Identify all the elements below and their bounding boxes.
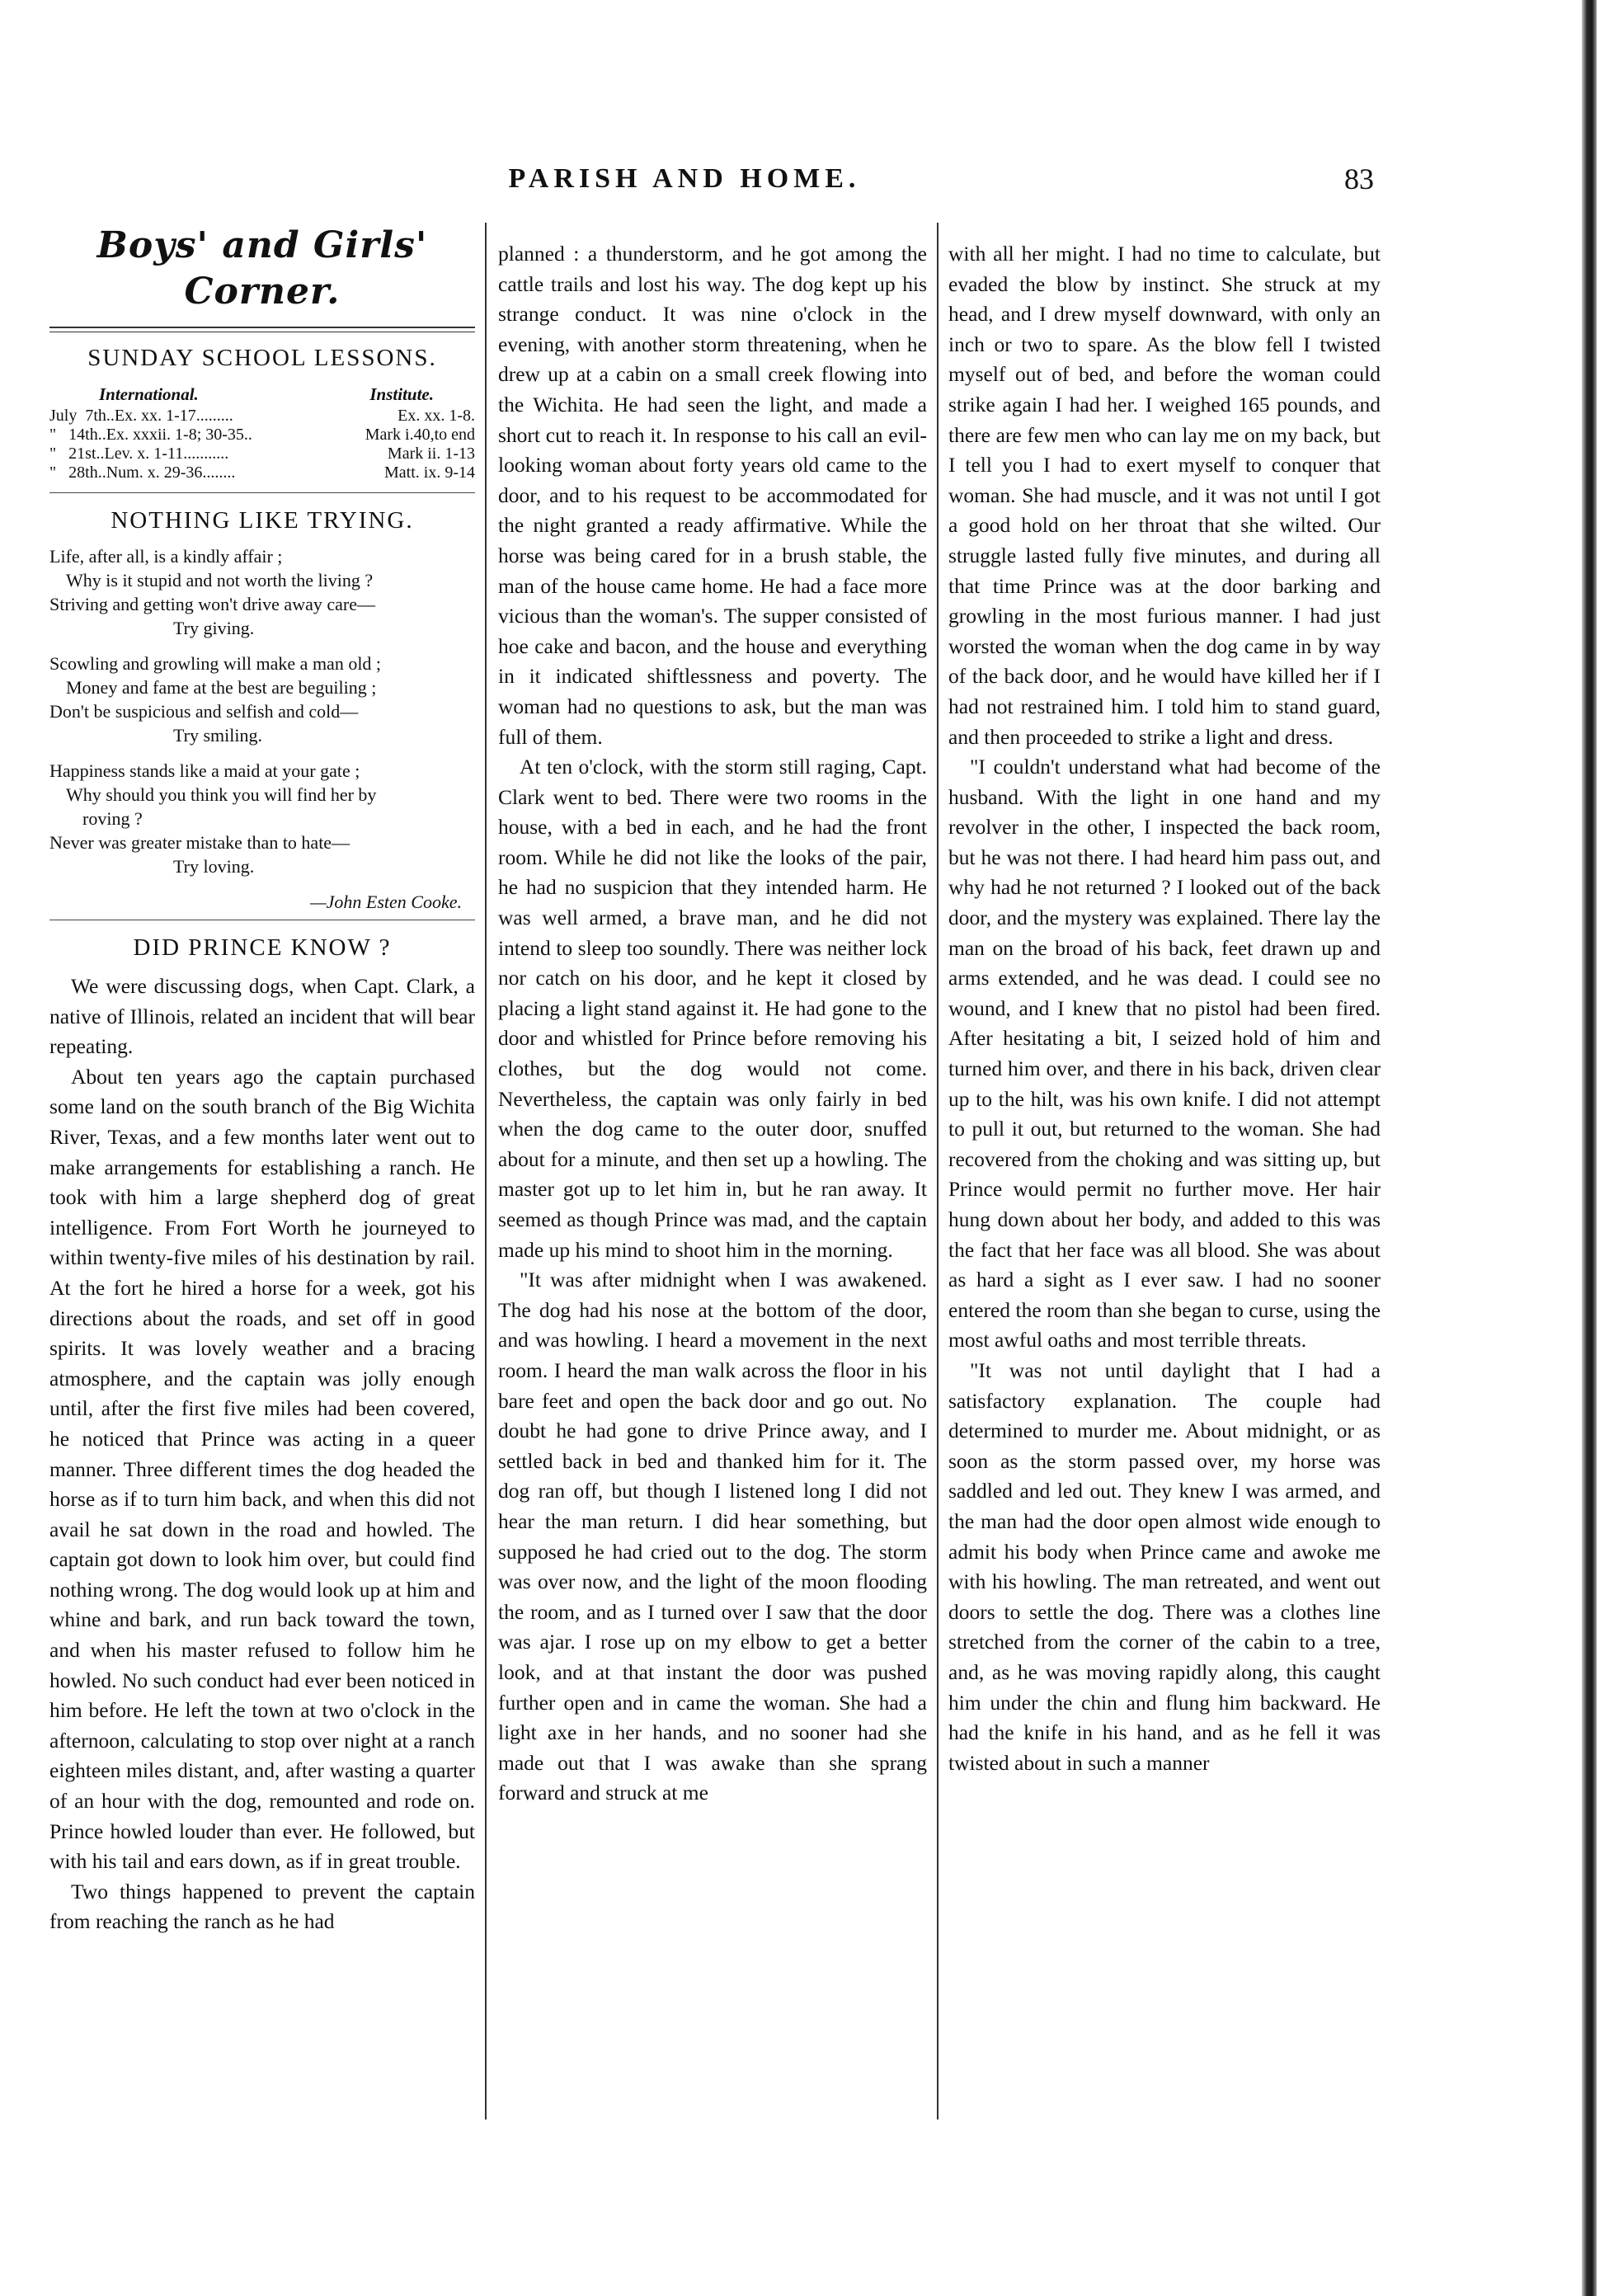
running-header: PARISH AND HOME. <box>508 163 861 194</box>
story-paragraph: "It was not until daylight that I had a satisfactory explanation. The couple had determined to murder me. About midnight, or as soon as the storm passed over, my horse was saddled and led out. They knew I was armed, and the man had the door open almost wide enough to admit his body when Prince came and awoke me with his howling. The man retreated, and went out doors to settle the dog. There was a clothes line stretched from the corner of the cabin to a tree, and, as he was moving rapidly along, this caught him under the chin and flung him backward. He had the knife in his hand, and as he fell it was twisted about in such a manner <box>948 1357 1381 1775</box>
story-paragraph: with all her might. I had no time to calculate, but evaded the blow by instinct. She struck at my head, and I drew myself downward, with only an inch or two to spare. As the blow fell I twisted myself out of bed, and before the woman could strike again I had her. I weighed 165 pounds, and there are few men who can lay me on my back, but I tell you I had to exert myself to conquer that woman. She had muscle, and it was not until I got a good hold on her throat that she wilted. Our struggle lasted fully five minutes, and during all that time Prince was at the door barking and growling in the most furious manner. I had just worsted the woman when the dog came in by way of the back door, and he would have killed her if I had not restrained him. I told him to stand guard, and then proceeded to strike a light and dress. <box>948 242 1381 749</box>
page-edge-shadow <box>1582 0 1597 2296</box>
poem-line: roving ? <box>82 808 143 829</box>
poem-line: Why should you think you will find her by <box>66 784 377 805</box>
poem-author: —John Esten Cooke. <box>310 892 462 912</box>
lessons-heading: SUNDAY SCHOOL LESSONS. <box>87 345 437 371</box>
story-paragraph: At ten o'clock, with the storm still raging, Capt. Clark went to bed. There were two rooms in the house, with a bed in each, and he had the front room. While he did not like the looks of the pair, he had no suspicion that they intended harm. He was well armed, a brave man, and he did not intend to sleep too soundly. There was neither lock nor catch on his door, and he kept it closed by placing a light stand against it. He had gone to the door and whistled for Prince before removing his clothes, but the dog would not come. Nevertheless, the captain was only fairly in bed when the dog came to the outer door, snuffed about for a minute, and then set up a howling. The master got up to let him in, but he ran away. It seemed as though Prince was mad, and the captain made up his mind to shoot him in the morning. <box>498 755 927 1262</box>
poem-line: Try giving. <box>173 618 255 638</box>
lesson-institute: Matt. ix. 9-14 <box>384 463 475 482</box>
poem-line: Money and fame at the best are beguiling ; <box>66 677 377 698</box>
poem-line: Why is it stupid and not worth the living ? <box>66 570 374 590</box>
column-1 <box>49 223 475 1937</box>
lessons-column-headers <box>49 382 475 407</box>
poem-line: Don't be suspicious and selfish and cold— <box>49 701 359 722</box>
poem-line: Never was greater mistake than to hate— <box>49 832 350 853</box>
lesson-row <box>49 445 475 463</box>
story-title: DID PRINCE KNOW ? <box>133 934 392 961</box>
lesson-international: " 28th..Num. x. 29-36........ <box>49 463 236 482</box>
poem-line: Life, after all, is a kindly affair ; <box>49 546 283 567</box>
poem-line: Try smiling. <box>173 725 263 746</box>
poem-stanza <box>49 544 475 640</box>
lessons-col-institute: Institute. <box>369 384 434 404</box>
lesson-row <box>49 407 475 426</box>
lesson-row <box>49 426 475 445</box>
story-paragraph: planned : a thunderstorm, and he got among the cattle trails and lost his way. The dog kept up his strange conduct. It was nine o'clock in the evening, with another storm threatening, when he drew up at a cabin on a small creek flowing into the Wichita. He had seen the light, and made a short cut to reach it. In response to his call an evil-looking woman about forty years old came to the door, and to his request to be accommodated for the night granted a ready affirmative. While the horse was being cared for in a brush stable, the man of the house came home. He had a face more vicious than the woman's. The supper consisted of hoe cake and bacon, and the house and everything in it indicated shiftlessness and poverty. The woman had no questions to ask, but the man was full of them. <box>498 242 927 749</box>
story-paragraph: "It was after midnight when I was awakened. The dog had his nose at the bottom of the door, and was howling. I heard a movement in the next room. I heard the man walk across the floor in his bare feet and open the back door and go out. No doubt he had gone to drive Prince away, and I settled back in bed and thanked him for it. The dog ran off, but though I listened long I did not hear the man return. I did hear something, but supposed he had cried out to the dog. The storm was over now, and the light of the moon flooding the room, and as I turned over I saw that the door was ajar. I rose up on my elbow to get a better look, and at that instant the door was pushed further open and in came the woman. She had a light axe in her hands, and no sooner had she made out that I was awake than she sprang forward and struck at me <box>498 1268 927 1805</box>
poem-line: Striving and getting won't drive away care— <box>49 594 375 614</box>
column-divider-2 <box>937 223 939 2120</box>
lesson-international: " 21st..Lev. x. 1-11........... <box>49 445 229 463</box>
story-paragraph: We were discussing dogs, when Capt. Clark, a native of Illinois, related an incident that will bear repeating. <box>49 974 475 1059</box>
story-paragraph: About ten years ago the captain purchased some land on the south branch of the Big Wichita River, Texas, and a few months later went out to make arrangements for establishing a ranch. He took with him a large shepherd dog of great intelligence. From Fort Worth he journeyed to within twenty-five miles of his destination by rail. At the fort he hired a horse for a week, got his directions about the roads, and set off in good spirits. It was lovely weather and a bracing atmosphere, and the captain was jolly enough until, after the first five miles had been covered, he noticed that Prince was acting in a queer manner. Three different times the dog headed the horse as if to turn him back, and when this did not avail he sat down in the road and howled. The captain got down to look him over, but could find nothing wrong. The dog would look up at him and whine and bark, and run back toward the town, and when his master refused to follow him he howled. No such conduct had ever been noticed in him before. He left the town at two o'clock in the afternoon, calculating to stop over night at a ranch eighteen miles distant, and, after wasting a quarter of an hour with the dog, remounted and rode on. Prince howled louder than ever. He followed, but with his tail and ears down, as if in great trouble. <box>49 1064 475 1874</box>
poem-line: Happiness stands like a maid at your gate ; <box>49 760 360 781</box>
lesson-international: " 14th..Ex. xxxii. 1-8; 30-35.. <box>49 426 252 444</box>
poem-line: Scowling and growling will make a man old ; <box>49 653 382 674</box>
lesson-institute: Ex. xx. 1-8. <box>398 407 475 425</box>
story-paragraph: "I couldn't understand what had become of the husband. With the light in one hand and my revolver in the other, I inspected the back room, but he was not there. I had heard him pass out, and why had he not returned ? I looked out of the back door, and the mystery was explained. There lay the man on the broad of his back, feet drawn up and arms extended, and he was dead. I could see no wound, and I knew that no pistol had been fired. After hesitating a bit, I seized hold of him and turned him over, and there in his back, driven clear up to the hilt, was his own knife. I did not attempt to pull it out, but returned to the woman. She had recovered from the choking and was sitting up, but Prince would permit no further move. Her hair hung down about her body, and added to this was the fact that her face was all blood. She was about as hard a sight as I ever saw. I had no sooner entered the room than she began to curse, using the most awful oaths and most terrible threats. <box>948 755 1381 1353</box>
poem-stanza <box>49 759 475 878</box>
lessons-col-international: International. <box>99 384 199 404</box>
title-rule <box>49 327 475 332</box>
lesson-institute: Mark ii. 1-13 <box>387 445 475 463</box>
section-rule <box>49 492 475 493</box>
lesson-international: July 7th..Ex. xx. 1-17......... <box>49 407 233 425</box>
column-3 <box>948 239 1381 1778</box>
lesson-row <box>49 463 475 482</box>
story-paragraph: Two things happened to prevent the captain from reaching the ranch as he had <box>49 1879 475 1934</box>
poem <box>49 544 475 878</box>
page-number: 83 <box>1344 162 1374 195</box>
poem-line: Try loving. <box>173 856 255 877</box>
poem-title: NOTHING LIKE TRYING. <box>111 507 414 534</box>
lesson-institute: Mark i.40,to end <box>365 426 475 444</box>
poem-stanza <box>49 652 475 747</box>
corner-title: Boys' and Girls' Corner. <box>96 224 428 313</box>
column-divider-1 <box>485 223 487 2120</box>
column-2 <box>498 239 927 1809</box>
